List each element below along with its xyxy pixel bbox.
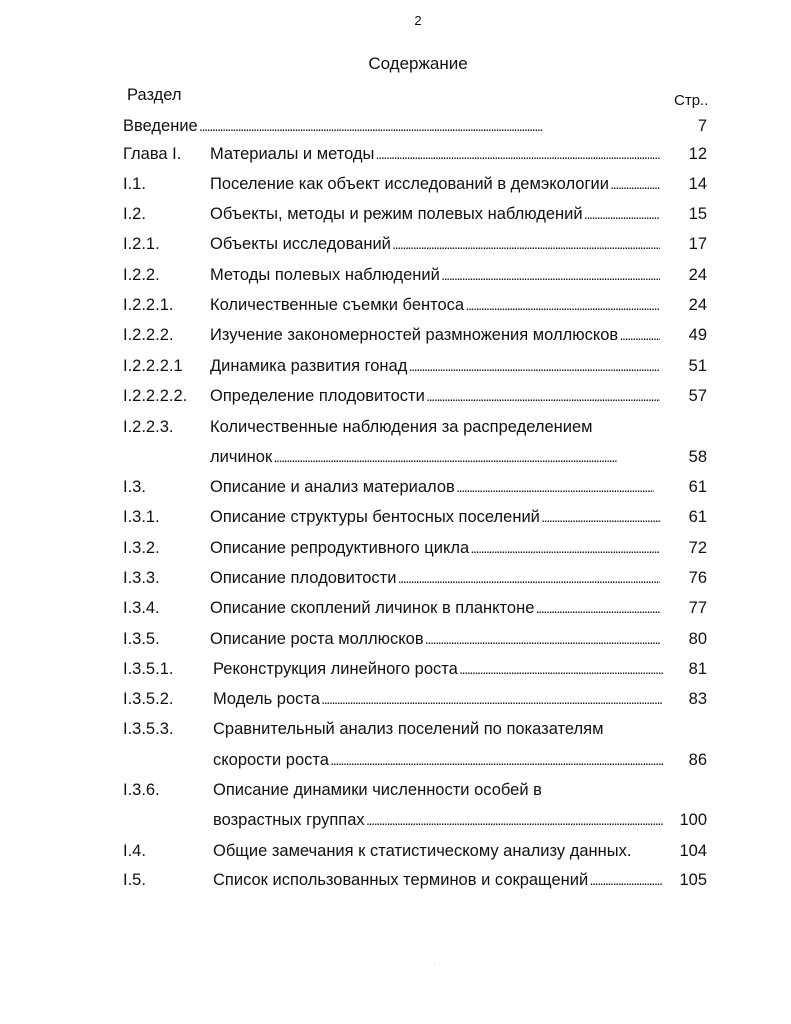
toc-entry xyxy=(0,266,791,288)
toc-entry-number: I.3.3. xyxy=(123,569,160,587)
toc-entry-page: 77 xyxy=(688,599,707,617)
toc-entry-title: Объекты исследований . . . xyxy=(210,235,660,254)
toc-entry-continuation xyxy=(0,448,791,470)
toc-entry-page: 49 xyxy=(688,326,707,344)
toc-entry-number: I.3. xyxy=(123,478,146,496)
toc-entry-page: 24 xyxy=(688,266,707,284)
toc-entry xyxy=(0,871,791,893)
toc-entry-page: 12 xyxy=(688,145,707,163)
toc-entry-number: I.2.2.2.1 xyxy=(123,357,183,375)
toc-entry-number: I.2.2.2.2. xyxy=(123,387,188,405)
toc-entry xyxy=(0,296,791,318)
toc-entry-number: I.3.5. xyxy=(123,630,160,648)
section-column-header: Раздел xyxy=(127,86,182,104)
toc-entry xyxy=(0,539,791,561)
toc-entry xyxy=(0,630,791,652)
toc-entry xyxy=(0,117,791,139)
toc-entry-number: Глава I. xyxy=(123,145,182,163)
scan-speck: . xyxy=(434,960,436,966)
toc-entry-number: I.5. xyxy=(123,871,146,889)
toc-entry-title: Объекты, методы и режим полевых наблюдений . . . xyxy=(210,205,660,224)
toc-entry-page: 104 xyxy=(679,842,707,860)
toc-entry-continuation xyxy=(0,751,791,773)
toc-entry xyxy=(0,720,791,742)
toc-entry-title: Определение плодовитости . . . xyxy=(210,387,660,406)
toc-entry xyxy=(0,387,791,409)
toc-entry-page: 7 xyxy=(697,117,707,135)
toc-entry-page: 58 xyxy=(688,448,707,466)
toc-entry-number: I.3.1. xyxy=(123,508,160,526)
toc-entry-title: Количественные съемки бентоса . . . xyxy=(210,296,660,315)
toc-entry-number: I.3.2. xyxy=(123,539,160,557)
toc-entry xyxy=(0,235,791,257)
toc-entry-title: Описание плодовитости . . . xyxy=(210,569,660,588)
toc-entry-number: I.2. xyxy=(123,205,146,223)
toc-entry xyxy=(0,690,791,712)
toc-entry xyxy=(0,569,791,591)
toc-entry-page: 15 xyxy=(688,205,707,223)
toc-entry-title: Реконструкция линейного роста . . . xyxy=(213,660,663,679)
toc-entry-title: Описание скоплений личинок в планктоне . . . xyxy=(210,599,660,618)
toc-entry-page: 83 xyxy=(688,690,707,708)
toc-entry-page: 14 xyxy=(688,175,707,193)
toc-entry-number: I.3.5.1. xyxy=(123,660,174,678)
toc-entry-page: 76 xyxy=(688,569,707,587)
toc-entry-page: 80 xyxy=(688,630,707,648)
toc-entry-page: 86 xyxy=(688,751,707,769)
toc-entry-title-continued: возрастных группах . . . xyxy=(213,811,663,830)
toc-entry xyxy=(0,205,791,227)
toc-entry-title: Описание динамики численности особей в xyxy=(213,781,542,799)
toc-entry xyxy=(0,781,791,803)
toc-entry-page: 17 xyxy=(688,235,707,253)
toc-entry xyxy=(0,599,791,621)
toc-entry-title: Материалы и методы . . . xyxy=(210,145,660,164)
toc-entry xyxy=(0,418,791,440)
toc-entry-page: 100 xyxy=(679,811,707,829)
toc-entry-title: Количественные наблюдения за распределением xyxy=(210,418,593,436)
toc-entry-page: 51 xyxy=(688,357,707,375)
toc-entry xyxy=(0,508,791,530)
toc-entry-page: 105 xyxy=(679,871,707,889)
toc-entry-title: Модель роста . . . xyxy=(213,690,663,709)
toc-entry-number: I.3.4. xyxy=(123,599,160,617)
toc-entry xyxy=(0,660,791,682)
toc-entry-title: Описание и анализ материалов . . . xyxy=(210,478,654,497)
toc-entry xyxy=(0,145,791,167)
page-title: Содержание xyxy=(368,54,468,73)
toc-entry-number: I.2.2.2. xyxy=(123,326,174,344)
toc-entry-number: I.2.2.3. xyxy=(123,418,174,436)
toc-entry-title: Введение . . . xyxy=(123,117,660,136)
toc-entry-continuation xyxy=(0,811,791,833)
toc-entry-title: Изучение закономерностей размножения моллюсков . . . xyxy=(210,326,660,345)
toc-entry-number: I.3.5.2. xyxy=(123,690,174,708)
toc-entry-title: Динамика развития гонад . . . xyxy=(210,357,660,376)
page-column-header: Стр.. xyxy=(674,92,709,109)
toc-entry xyxy=(0,326,791,348)
toc-entry-title: Сравнительный анализ поселений по показателям xyxy=(213,720,604,738)
toc-entry xyxy=(0,175,791,197)
toc-entry-page: 61 xyxy=(688,508,707,526)
toc-entry-title: Список использованных терминов и сокращений . . . xyxy=(213,871,663,890)
toc-entry-number: I.3.5.3. xyxy=(123,720,174,738)
toc-entry-number: I.2.2.1. xyxy=(123,296,174,314)
toc-entry xyxy=(0,357,791,379)
toc-entry-title: Описание роста моллюсков . . . xyxy=(210,630,660,649)
toc-entry-number: I.2.1. xyxy=(123,235,160,253)
toc-entry-page: 61 xyxy=(688,478,707,496)
toc-entry-page: 72 xyxy=(688,539,707,557)
toc-entry xyxy=(0,842,791,864)
toc-entry-title: Поселение как объект исследований в демэкологии . . . xyxy=(210,175,660,194)
toc-entry xyxy=(0,478,791,500)
toc-entry-page: 57 xyxy=(688,387,707,405)
toc-entry-number: I.4. xyxy=(123,842,146,860)
toc-entry-title: Общие замечания к статистическому анализу данных. xyxy=(213,842,632,860)
toc-entry-title-continued: личинок . . . xyxy=(210,448,660,467)
toc-entry-number: I.1. xyxy=(123,175,146,193)
toc-entry-title: Описание репродуктивного цикла . . . xyxy=(210,539,660,558)
toc-entry-title-continued: скорости роста . . . xyxy=(213,751,663,770)
toc-entry-number: I.2.2. xyxy=(123,266,160,284)
page-number: 2 xyxy=(414,13,422,28)
toc-entry-number: I.3.6. xyxy=(123,781,160,799)
toc-entry-page: 81 xyxy=(688,660,707,678)
toc-entry-page: 24 xyxy=(688,296,707,314)
toc-entry-title: Описание структуры бентосных поселений . . . xyxy=(210,508,660,527)
toc-entry-title: Методы полевых наблюдений . . . xyxy=(210,266,660,285)
